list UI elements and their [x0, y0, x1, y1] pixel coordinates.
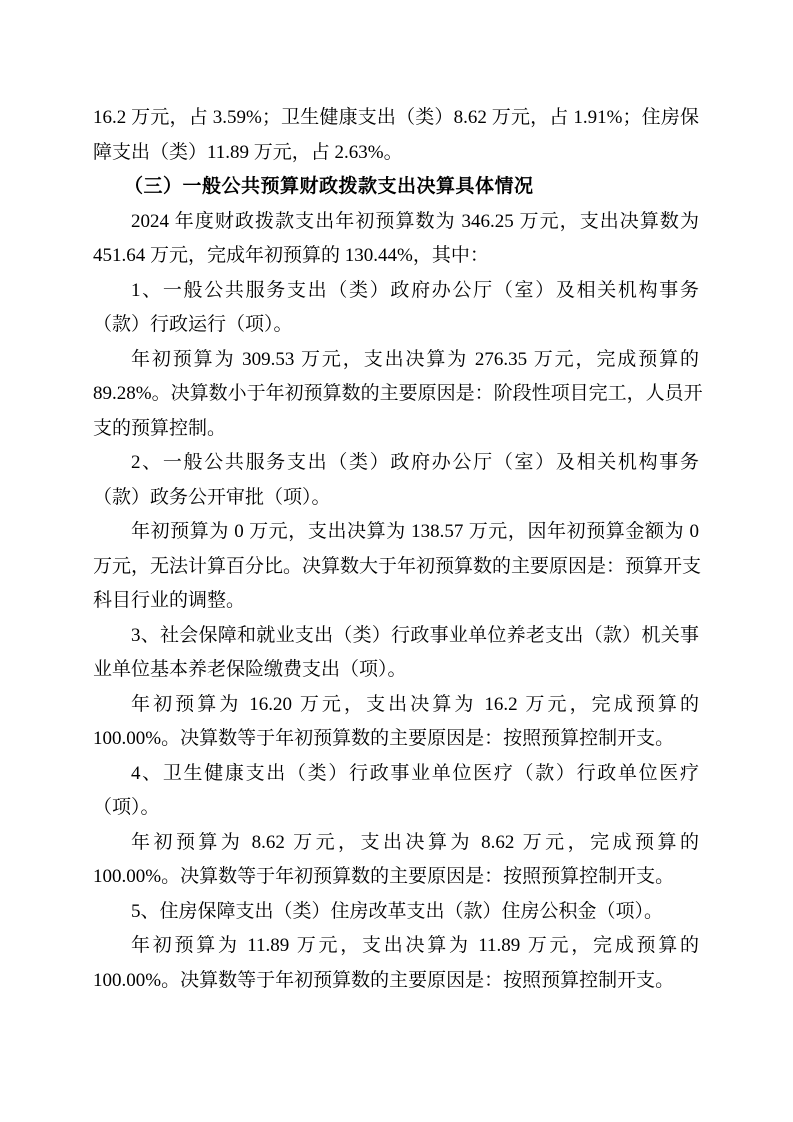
text-line: 100.00%。决算数等于年初预算数的主要原因是：按照预算控制开支。 — [93, 969, 675, 991]
section-heading-text: （三）一般公共预算财政拨款支出决算具体情况 — [124, 176, 534, 197]
text-line: 科目行业的调整。 — [93, 590, 246, 611]
paragraph-item-4-detail — [93, 826, 699, 895]
text-line: 年初预算为 8.62 万元，支出决算为 8.62 万元，完成预算的 — [131, 831, 699, 853]
text-line: 支的预算控制。 — [93, 417, 227, 439]
text-line: 100.00%。决算数等于年初预算数的主要原因是：按照预算控制开支。 — [93, 866, 675, 887]
text-line: 16.2 万元，占 3.59%；卫生健康支出（类）8.62 万元，占 1.91%；住房保 — [93, 107, 699, 128]
text-line: 年初预算为 16.20 万元，支出决算为 16.2 万元，完成预算的 — [131, 693, 699, 715]
text-line: 年初预算为 11.89 万元，支出决算为 11.89 万元，完成预算的 — [131, 935, 699, 956]
text-line: 年初预算为 309.53 万元，支出决算为 276.35 万元，完成预算的 — [131, 348, 699, 370]
text-line: 业单位基本养老保险缴费支出（项）。 — [93, 659, 407, 680]
paragraph-item-3-detail — [93, 688, 699, 757]
text-line: 万元，无法计算百分比。决算数大于年初预算数的主要原因是：预算开支 — [93, 555, 702, 577]
section-heading — [93, 170, 699, 205]
text-line: 451.64 万元，完成年初预算的 130.44%，其中： — [93, 245, 489, 266]
paragraph-item-5-detail — [93, 929, 699, 998]
paragraph-item-1-detail — [93, 343, 703, 447]
paragraph-intro — [93, 205, 699, 274]
paragraph-item-2-detail — [93, 515, 702, 619]
text-line: （款）政务公开审批（项）。 — [93, 486, 331, 508]
paragraph-item-2-title — [93, 446, 699, 515]
paragraph-item-3-title — [93, 619, 699, 688]
paragraph-carryover — [93, 101, 699, 170]
text-line: （项）。 — [93, 797, 160, 818]
paragraph-item-1-title — [93, 274, 699, 343]
text-line: 1、一般公共服务支出（类）政府办公厅（室）及相关机构事务 — [131, 279, 699, 301]
text-line: 4、卫生健康支出（类）行政事业单位医疗（款）行政单位医疗 — [131, 762, 699, 784]
text-line: 2024 年度财政拨款支出年初预算数为 346.25 万元，支出决算数为 — [131, 210, 699, 232]
text-line: 年初预算为 0 万元，支出决算为 138.57 万元，因年初预算金额为 0 — [131, 521, 699, 542]
text-line: （款）行政运行（项）。 — [93, 314, 293, 335]
text-line: 89.28%。决算数小于年初预算数的主要原因是：阶段性项目完工，人员开 — [93, 383, 703, 404]
text-line: 5、住房保障支出（类）住房改革支出（款）住房公积金（项）。 — [131, 900, 664, 922]
paragraph-item-5-title — [93, 895, 699, 930]
text-line: 2、一般公共服务支出（类）政府办公厅（室）及相关机构事务 — [131, 452, 699, 473]
text-line: 100.00%。决算数等于年初预算数的主要原因是：按照预算控制开支。 — [93, 728, 675, 749]
text-line: 障支出（类）11.89 万元，占 2.63%。 — [93, 141, 403, 163]
text-line: 3、社会保障和就业支出（类）行政事业单位养老支出（款）机关事 — [131, 624, 699, 646]
paragraph-item-4-title — [93, 757, 699, 826]
